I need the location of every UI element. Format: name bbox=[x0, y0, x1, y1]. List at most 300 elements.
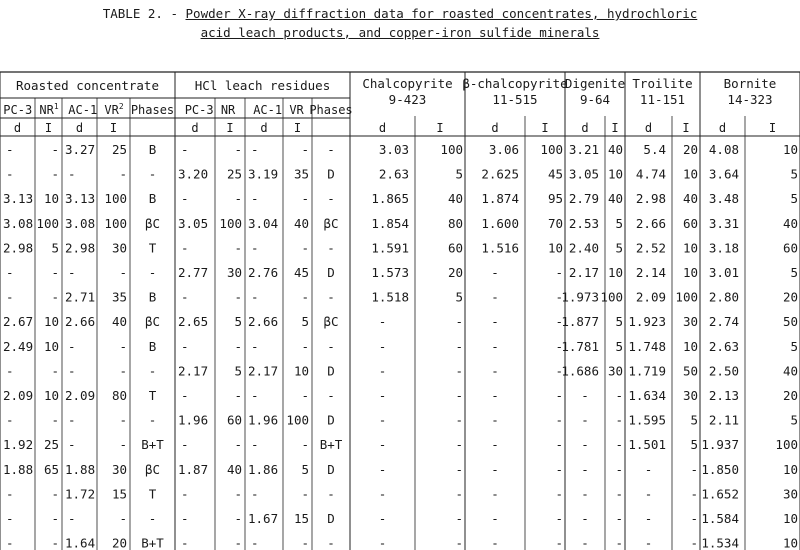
cell-intensity: - bbox=[51, 535, 59, 550]
cell-phase: B bbox=[148, 338, 157, 354]
cell-d-spacing: - bbox=[68, 338, 76, 354]
cell-d-spacing: 1.88 bbox=[65, 461, 96, 477]
cell-intensity: - bbox=[301, 437, 309, 453]
cell-phase: - bbox=[148, 166, 157, 182]
cell-d-spacing: 3.31 bbox=[708, 215, 739, 231]
cell-intensity: 40 bbox=[782, 363, 798, 379]
cell-d-spacing: - bbox=[378, 314, 387, 330]
cell-d-spacing: 3.05 bbox=[178, 215, 209, 231]
cell-intensity: 25 bbox=[226, 166, 242, 182]
cell-intensity: 20 bbox=[111, 535, 127, 550]
cell-d-spacing: 1.501 bbox=[628, 437, 666, 453]
cell-intensity: - bbox=[455, 363, 463, 379]
cell-intensity: 5 bbox=[455, 166, 463, 182]
cell-phase: B bbox=[148, 289, 157, 305]
cell-d-spacing: 2.67 bbox=[3, 314, 34, 330]
cell-intensity: - bbox=[234, 240, 242, 256]
col-label-d-spacing: d bbox=[260, 121, 268, 135]
cell-intensity: 5 bbox=[690, 437, 698, 453]
cell-intensity: - bbox=[615, 437, 623, 453]
cell-d-spacing: - bbox=[181, 191, 189, 207]
group-title-digenite: Digenite bbox=[564, 76, 626, 91]
cell-intensity: 5 bbox=[455, 289, 463, 305]
cell-intensity: - bbox=[455, 338, 463, 354]
cell-d-spacing: - bbox=[581, 437, 589, 453]
cell-intensity: - bbox=[455, 388, 463, 403]
cell-d-spacing: 3.05 bbox=[568, 166, 599, 182]
cell-intensity: 30 bbox=[226, 265, 242, 280]
cell-phase: - bbox=[327, 486, 335, 502]
cell-d-spacing: 1.652 bbox=[701, 486, 739, 502]
cell-intensity: 50 bbox=[682, 363, 698, 379]
cell-phase: D bbox=[327, 363, 335, 379]
cell-phase: βC bbox=[144, 314, 161, 330]
cell-intensity: - bbox=[615, 511, 623, 526]
cell-d-spacing: 2.98 bbox=[3, 240, 34, 256]
cell-intensity: - bbox=[555, 412, 563, 428]
cell-d-spacing: 1.595 bbox=[628, 412, 666, 428]
cell-d-spacing: 2.09 bbox=[3, 388, 34, 403]
cell-phase: - bbox=[327, 388, 335, 403]
cell-d-spacing: 1.600 bbox=[481, 215, 519, 231]
cell-intensity: 5 bbox=[615, 240, 623, 256]
cell-phase: T bbox=[148, 486, 157, 502]
cell-d-spacing: - bbox=[6, 166, 14, 182]
cell-intensity: 10 bbox=[547, 240, 563, 256]
group-code-troilite: 11-151 bbox=[639, 92, 686, 107]
cell-intensity: 30 bbox=[682, 388, 698, 403]
cell-d-spacing: 2.40 bbox=[568, 240, 599, 256]
cell-intensity: 40 bbox=[293, 215, 309, 231]
col-label-d-spacing: d bbox=[191, 121, 199, 135]
col-label-intensity: I bbox=[109, 121, 118, 135]
cell-intensity: - bbox=[234, 388, 242, 403]
cell-d-spacing: - bbox=[491, 338, 499, 354]
cell-d-spacing: 2.98 bbox=[65, 240, 96, 256]
cell-intensity: 5 bbox=[234, 314, 242, 330]
cell-intensity: - bbox=[119, 338, 127, 354]
cell-intensity: 10 bbox=[782, 142, 798, 157]
cell-d-spacing: - bbox=[378, 511, 387, 526]
cell-intensity: - bbox=[51, 363, 59, 379]
cell-intensity: 5 bbox=[615, 314, 623, 330]
cell-intensity: 35 bbox=[111, 289, 127, 305]
cell-intensity: 15 bbox=[293, 511, 309, 526]
cell-d-spacing: - bbox=[181, 535, 189, 550]
cell-d-spacing: 3.13 bbox=[3, 191, 34, 207]
cell-d-spacing: - bbox=[251, 191, 259, 207]
cell-d-spacing: 1.719 bbox=[628, 363, 666, 379]
cell-d-spacing: - bbox=[644, 535, 653, 550]
cell-d-spacing: 1.781 bbox=[561, 338, 599, 354]
cell-phase: B+T bbox=[319, 437, 343, 453]
cell-intensity: 20 bbox=[782, 388, 798, 403]
cell-phase: - bbox=[327, 191, 335, 207]
cell-d-spacing: 1.72 bbox=[65, 486, 96, 502]
cell-d-spacing: 3.08 bbox=[3, 215, 34, 231]
cell-intensity: - bbox=[234, 535, 242, 550]
cell-d-spacing: 3.48 bbox=[708, 191, 739, 207]
cell-intensity: 5 bbox=[690, 412, 698, 428]
cell-d-spacing: 1.96 bbox=[248, 412, 279, 428]
cell-d-spacing: 4.08 bbox=[708, 142, 739, 157]
col-label-d-spacing: d bbox=[491, 121, 499, 135]
cell-d-spacing: 1.96 bbox=[178, 412, 209, 428]
group-code-chalco: 9-423 bbox=[388, 92, 427, 107]
cell-d-spacing: - bbox=[251, 338, 259, 354]
cell-intensity: 30 bbox=[682, 314, 698, 330]
cell-intensity: 100 bbox=[440, 142, 463, 157]
cell-d-spacing: 1.973 bbox=[561, 289, 599, 305]
cell-intensity: - bbox=[615, 412, 623, 428]
cell-d-spacing: 2.79 bbox=[568, 191, 599, 207]
cell-intensity: 5 bbox=[790, 166, 798, 182]
cell-d-spacing: 1.865 bbox=[371, 191, 409, 207]
cell-d-spacing: - bbox=[581, 461, 589, 477]
cell-d-spacing: 1.877 bbox=[561, 314, 599, 330]
cell-intensity: 5 bbox=[615, 338, 623, 354]
cell-d-spacing: 2.66 bbox=[635, 215, 666, 231]
cell-d-spacing: 1.854 bbox=[371, 215, 409, 231]
cell-d-spacing: - bbox=[6, 265, 14, 280]
cell-intensity: - bbox=[555, 314, 563, 330]
cell-d-spacing: 1.86 bbox=[248, 461, 279, 477]
cell-intensity: 5 bbox=[615, 215, 623, 231]
cell-d-spacing: - bbox=[378, 486, 387, 502]
group-title-hcl: HCl leach residues bbox=[194, 78, 331, 93]
cell-d-spacing: 3.64 bbox=[708, 166, 739, 182]
cell-d-spacing: - bbox=[378, 338, 387, 354]
cell-d-spacing: 1.923 bbox=[628, 314, 666, 330]
cell-d-spacing: 1.534 bbox=[701, 535, 739, 550]
cell-d-spacing: 1.573 bbox=[371, 265, 409, 280]
group-title-bchalco: β-chalcopyrite bbox=[462, 76, 568, 91]
group-title-bornite: Bornite bbox=[723, 76, 777, 91]
cell-intensity: 20 bbox=[447, 265, 463, 280]
cell-d-spacing: - bbox=[491, 486, 499, 502]
cell-intensity: - bbox=[119, 511, 127, 526]
cell-phase: D bbox=[327, 265, 335, 280]
cell-d-spacing: 2.11 bbox=[708, 412, 739, 428]
cell-phase: - bbox=[148, 265, 157, 280]
cell-phase: D bbox=[327, 511, 335, 526]
col-label-d-spacing: d bbox=[718, 121, 727, 135]
cell-intensity: - bbox=[690, 461, 698, 477]
cell-d-spacing: - bbox=[251, 486, 259, 502]
cell-intensity: - bbox=[119, 265, 127, 280]
cell-d-spacing: - bbox=[68, 363, 76, 379]
cell-d-spacing: - bbox=[181, 289, 189, 305]
cell-intensity: - bbox=[51, 289, 59, 305]
cell-phase: B bbox=[148, 142, 157, 157]
cell-intensity: - bbox=[455, 535, 463, 550]
cell-d-spacing: 3.18 bbox=[708, 240, 739, 256]
cell-intensity: - bbox=[555, 363, 563, 379]
cell-d-spacing: 1.748 bbox=[628, 338, 666, 354]
cell-intensity: 60 bbox=[782, 240, 798, 256]
cell-d-spacing: 2.13 bbox=[708, 388, 739, 403]
cell-d-spacing: - bbox=[581, 412, 589, 428]
cell-d-spacing: 2.17 bbox=[568, 265, 599, 280]
cell-phase: - bbox=[148, 363, 157, 379]
col-label-d-spacing: d bbox=[75, 121, 84, 135]
cell-d-spacing: - bbox=[251, 240, 259, 256]
cell-intensity: 10 bbox=[43, 314, 59, 330]
cell-d-spacing: 3.19 bbox=[248, 166, 279, 182]
cell-intensity: 30 bbox=[782, 486, 798, 502]
cell-phase: D bbox=[327, 166, 335, 182]
cell-d-spacing: 1.591 bbox=[371, 240, 409, 256]
cell-intensity: - bbox=[51, 412, 59, 428]
cell-intensity: 40 bbox=[607, 191, 623, 207]
cell-intensity: - bbox=[555, 486, 563, 502]
cell-intensity: - bbox=[690, 511, 698, 526]
footnote-marker: 1 bbox=[53, 102, 59, 111]
cell-phase: - bbox=[148, 412, 157, 428]
cell-d-spacing: - bbox=[6, 486, 14, 502]
cell-d-spacing: 1.516 bbox=[481, 240, 519, 256]
cell-intensity: - bbox=[615, 388, 623, 403]
cell-intensity: 5 bbox=[790, 265, 798, 280]
cell-d-spacing: - bbox=[581, 535, 589, 550]
cell-d-spacing: - bbox=[68, 265, 76, 280]
cell-d-spacing: - bbox=[68, 437, 76, 453]
cell-d-spacing: - bbox=[6, 289, 14, 305]
cell-d-spacing: 2.14 bbox=[635, 265, 666, 280]
cell-d-spacing: - bbox=[6, 511, 14, 526]
cell-intensity: 5 bbox=[234, 363, 242, 379]
subheader-1: AC-1 $VR^2$ bbox=[68, 102, 124, 117]
cell-d-spacing: - bbox=[491, 265, 499, 280]
cell-intensity: - bbox=[690, 535, 698, 550]
cell-intensity: 100 bbox=[540, 142, 563, 157]
cell-intensity: 100 bbox=[286, 412, 309, 428]
group-title-chalco: Chalcopyrite bbox=[362, 76, 453, 91]
cell-intensity: 100 bbox=[219, 215, 242, 231]
cell-intensity: 15 bbox=[111, 486, 127, 502]
col-label-intensity: I bbox=[44, 121, 53, 135]
cell-d-spacing: - bbox=[68, 166, 76, 182]
cell-intensity: 10 bbox=[43, 338, 59, 354]
cell-d-spacing: - bbox=[644, 486, 653, 502]
subheader-2: Phases bbox=[130, 103, 175, 117]
cell-phase: B bbox=[148, 191, 157, 207]
cell-intensity: 95 bbox=[547, 191, 563, 207]
cell-d-spacing: - bbox=[644, 461, 653, 477]
cell-intensity: 100 bbox=[104, 191, 127, 207]
cell-intensity: - bbox=[51, 265, 59, 280]
cell-d-spacing: 2.625 bbox=[481, 166, 519, 182]
cell-intensity: 10 bbox=[782, 461, 798, 477]
table-grid bbox=[0, 70, 800, 550]
cell-d-spacing: 3.04 bbox=[248, 215, 279, 231]
cell-intensity: - bbox=[234, 511, 242, 526]
cell-d-spacing: 2.98 bbox=[635, 191, 666, 207]
cell-d-spacing: - bbox=[491, 511, 499, 526]
cell-d-spacing: - bbox=[181, 388, 189, 403]
col-label-d-spacing: d bbox=[581, 121, 589, 135]
cell-intensity: - bbox=[301, 388, 309, 403]
cell-d-spacing: - bbox=[251, 142, 259, 157]
col-label-d-spacing: d bbox=[644, 121, 653, 135]
cell-d-spacing: 4.74 bbox=[635, 166, 666, 182]
cell-intensity: - bbox=[615, 461, 623, 477]
cell-intensity: - bbox=[455, 412, 463, 428]
cell-d-spacing: - bbox=[378, 461, 387, 477]
cell-d-spacing: 2.80 bbox=[708, 289, 739, 305]
cell-intensity: 40 bbox=[447, 191, 463, 207]
cell-intensity: 10 bbox=[43, 191, 59, 207]
cell-intensity: 20 bbox=[782, 289, 798, 305]
cell-d-spacing: - bbox=[378, 437, 387, 453]
footnote-marker: 2 bbox=[118, 102, 124, 111]
cell-d-spacing: 1.92 bbox=[3, 437, 34, 453]
cell-phase: - bbox=[327, 535, 335, 550]
cell-intensity: 40 bbox=[682, 191, 698, 207]
cell-intensity: 25 bbox=[111, 142, 127, 157]
cell-intensity: - bbox=[119, 363, 127, 379]
cell-intensity: 10 bbox=[43, 388, 59, 403]
cell-d-spacing: 2.71 bbox=[65, 289, 96, 305]
cell-intensity: 10 bbox=[682, 166, 698, 182]
cell-phase: B+T bbox=[141, 437, 164, 453]
cell-d-spacing: 2.74 bbox=[708, 314, 739, 330]
cell-intensity: 80 bbox=[111, 388, 127, 403]
cell-d-spacing: - bbox=[6, 535, 14, 550]
cell-d-spacing: - bbox=[491, 437, 499, 453]
cell-intensity: 10 bbox=[782, 535, 798, 550]
cell-d-spacing: - bbox=[491, 363, 499, 379]
cell-d-spacing: - bbox=[181, 338, 189, 354]
cell-d-spacing: 2.53 bbox=[568, 215, 599, 231]
cell-d-spacing: 2.09 bbox=[65, 388, 96, 403]
cell-intensity: 25 bbox=[43, 437, 59, 453]
cell-intensity: - bbox=[119, 412, 127, 428]
cell-intensity: - bbox=[234, 191, 242, 207]
cell-phase: βC bbox=[144, 461, 161, 477]
cell-intensity: 10 bbox=[682, 338, 698, 354]
group-title-roasted: Roasted concentrate bbox=[16, 78, 159, 93]
cell-intensity: 100 bbox=[775, 437, 798, 453]
cell-intensity: 10 bbox=[293, 363, 309, 379]
cell-intensity: 40 bbox=[111, 314, 127, 330]
cell-intensity: 40 bbox=[607, 142, 623, 157]
group-code-bchalco: 11-515 bbox=[492, 92, 538, 107]
cell-phase: - bbox=[327, 240, 335, 256]
group-code-digenite: 9-64 bbox=[579, 92, 611, 107]
cell-intensity: - bbox=[301, 240, 309, 256]
cell-intensity: - bbox=[455, 437, 463, 453]
cell-d-spacing: - bbox=[491, 535, 499, 550]
cell-intensity: - bbox=[51, 511, 59, 526]
cell-intensity: 5 bbox=[301, 461, 309, 477]
cell-d-spacing: - bbox=[491, 461, 499, 477]
cell-intensity: 30 bbox=[607, 363, 623, 379]
cell-intensity: 10 bbox=[682, 240, 698, 256]
cell-intensity: - bbox=[234, 338, 242, 354]
cell-intensity: - bbox=[119, 437, 127, 453]
cell-intensity: - bbox=[301, 535, 309, 550]
cell-intensity: - bbox=[555, 388, 563, 403]
cell-d-spacing: - bbox=[378, 388, 387, 403]
cell-d-spacing: 2.50 bbox=[708, 363, 739, 379]
cell-d-spacing: - bbox=[581, 388, 589, 403]
cell-d-spacing: 3.13 bbox=[65, 191, 96, 207]
cell-phase: T bbox=[148, 388, 157, 403]
caption-line-1 bbox=[0, 4, 800, 23]
cell-intensity: 40 bbox=[226, 461, 242, 477]
cell-d-spacing: - bbox=[251, 437, 259, 453]
cell-intensity: - bbox=[51, 142, 59, 157]
cell-d-spacing: 1.937 bbox=[701, 437, 739, 453]
cell-intensity: 10 bbox=[607, 166, 623, 182]
cell-d-spacing: 5.4 bbox=[643, 142, 666, 157]
cell-d-spacing: 1.634 bbox=[628, 388, 666, 403]
cell-intensity: 5 bbox=[790, 191, 798, 207]
cell-intensity: 30 bbox=[111, 240, 127, 256]
cell-d-spacing: 2.49 bbox=[3, 338, 34, 354]
cell-phase: D bbox=[327, 461, 335, 477]
cell-intensity: 10 bbox=[782, 511, 798, 526]
cell-d-spacing: - bbox=[68, 412, 76, 428]
cell-d-spacing: - bbox=[6, 412, 14, 428]
cell-d-spacing: 1.850 bbox=[701, 461, 739, 477]
cell-phase: - bbox=[327, 289, 335, 305]
cell-d-spacing: - bbox=[251, 388, 259, 403]
cell-d-spacing: 2.76 bbox=[248, 265, 279, 280]
cell-d-spacing: - bbox=[251, 535, 259, 550]
cell-intensity: - bbox=[455, 511, 463, 526]
cell-intensity: - bbox=[555, 338, 563, 354]
cell-intensity: 100 bbox=[600, 289, 623, 305]
table-caption bbox=[0, 4, 800, 42]
cell-d-spacing: - bbox=[181, 437, 189, 453]
cell-d-spacing: - bbox=[491, 289, 499, 305]
cell-d-spacing: 1.88 bbox=[3, 461, 34, 477]
cell-d-spacing: - bbox=[378, 363, 387, 379]
cell-intensity: - bbox=[301, 338, 309, 354]
cell-phase: D bbox=[327, 412, 335, 428]
cell-intensity: 100 bbox=[36, 215, 59, 231]
cell-d-spacing: - bbox=[181, 240, 189, 256]
cell-intensity: 70 bbox=[547, 215, 563, 231]
cell-d-spacing: - bbox=[378, 412, 387, 428]
group-title-troilite: Troilite bbox=[632, 76, 693, 91]
cell-d-spacing: 3.03 bbox=[378, 142, 409, 157]
cell-intensity: 5 bbox=[51, 240, 59, 256]
cell-d-spacing: 1.64 bbox=[65, 535, 96, 550]
cell-d-spacing: 2.66 bbox=[65, 314, 96, 330]
cell-intensity: 40 bbox=[782, 215, 798, 231]
cell-d-spacing: 3.27 bbox=[65, 142, 96, 157]
cell-intensity: - bbox=[690, 486, 698, 502]
cell-d-spacing: 1.686 bbox=[561, 363, 599, 379]
cell-d-spacing: - bbox=[491, 412, 499, 428]
cell-d-spacing: 2.65 bbox=[178, 314, 209, 330]
cell-intensity: - bbox=[615, 535, 623, 550]
cell-d-spacing: - bbox=[581, 511, 589, 526]
cell-intensity: 30 bbox=[111, 461, 127, 477]
cell-intensity: - bbox=[51, 166, 59, 182]
cell-d-spacing: 3.20 bbox=[178, 166, 209, 182]
cell-intensity: 80 bbox=[447, 215, 463, 231]
cell-intensity: - bbox=[301, 486, 309, 502]
cell-phase: βC bbox=[323, 314, 339, 330]
cell-intensity: 5 bbox=[790, 412, 798, 428]
cell-d-spacing: 1.518 bbox=[371, 289, 409, 305]
cell-phase: - bbox=[327, 142, 335, 157]
cell-d-spacing: 3.08 bbox=[65, 215, 96, 231]
